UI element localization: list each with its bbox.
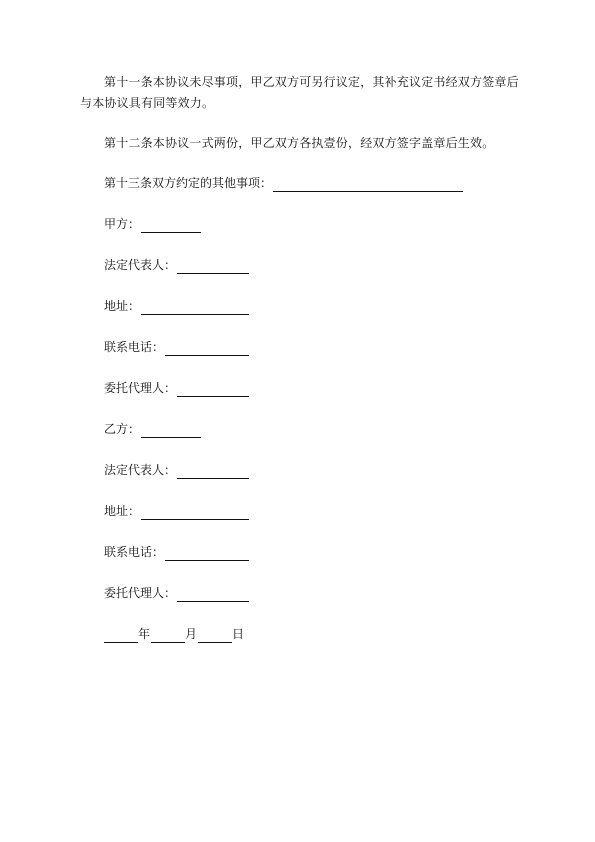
- party-b-legal-rep-blank: [177, 464, 249, 479]
- party-a-address-blank: [141, 300, 249, 315]
- day-blank: [198, 628, 232, 643]
- party-a-phone-line: [104, 338, 249, 356]
- party-a-phone-blank: [165, 341, 249, 356]
- date-line: [104, 625, 244, 643]
- party-b-agent-line: [104, 584, 249, 602]
- party-b-line: [104, 420, 201, 438]
- party-b-phone-line: [104, 543, 249, 561]
- clause-11: 第十一条本协议未尽事项，甲乙双方可另行议定，其补充议定书经双方签章后与本协议具有同等效力。: [80, 75, 519, 110]
- clause-12: 第十二条本协议一式两份，甲乙双方各执壹份，经双方签字盖章后生效。: [104, 136, 495, 150]
- clause-13-blank: [273, 177, 463, 192]
- party-a-agent-line: [104, 379, 249, 397]
- party-b-agent-label: 委托代理人：: [104, 586, 177, 600]
- party-a-phone-label: 联系电话：: [104, 340, 165, 354]
- party-a-agent-label: 委托代理人：: [104, 381, 177, 395]
- month-label: 月: [185, 627, 198, 641]
- party-b-address-blank: [141, 505, 249, 520]
- party-b-blank: [141, 423, 201, 438]
- party-b-address-line: [104, 502, 249, 520]
- party-a-label: 甲方：: [104, 217, 141, 231]
- party-a-address-line: [104, 297, 249, 315]
- party-b-legal-rep-line: [104, 461, 249, 479]
- party-a-address-label: 地址：: [104, 299, 141, 313]
- party-b-address-label: 地址：: [104, 504, 141, 518]
- day-label: 日: [232, 627, 245, 641]
- year-label: 年: [138, 627, 151, 641]
- party-b-phone-blank: [165, 546, 249, 561]
- clause-13-line: [104, 174, 463, 192]
- month-blank: [151, 628, 185, 643]
- party-a-legal-rep-label: 法定代表人：: [104, 258, 177, 272]
- party-b-legal-rep-label: 法定代表人：: [104, 463, 177, 477]
- party-a-legal-rep-line: [104, 256, 249, 274]
- year-blank: [104, 628, 138, 643]
- party-a-line: [104, 215, 201, 233]
- clause-13-label: 第十三条双方约定的其他事项：: [104, 176, 273, 190]
- party-a-blank: [141, 218, 201, 233]
- party-b-phone-label: 联系电话：: [104, 545, 165, 559]
- party-b-agent-blank: [177, 587, 249, 602]
- party-b-label: 乙方：: [104, 422, 141, 436]
- party-a-legal-rep-blank: [177, 259, 249, 274]
- party-a-agent-blank: [177, 382, 249, 397]
